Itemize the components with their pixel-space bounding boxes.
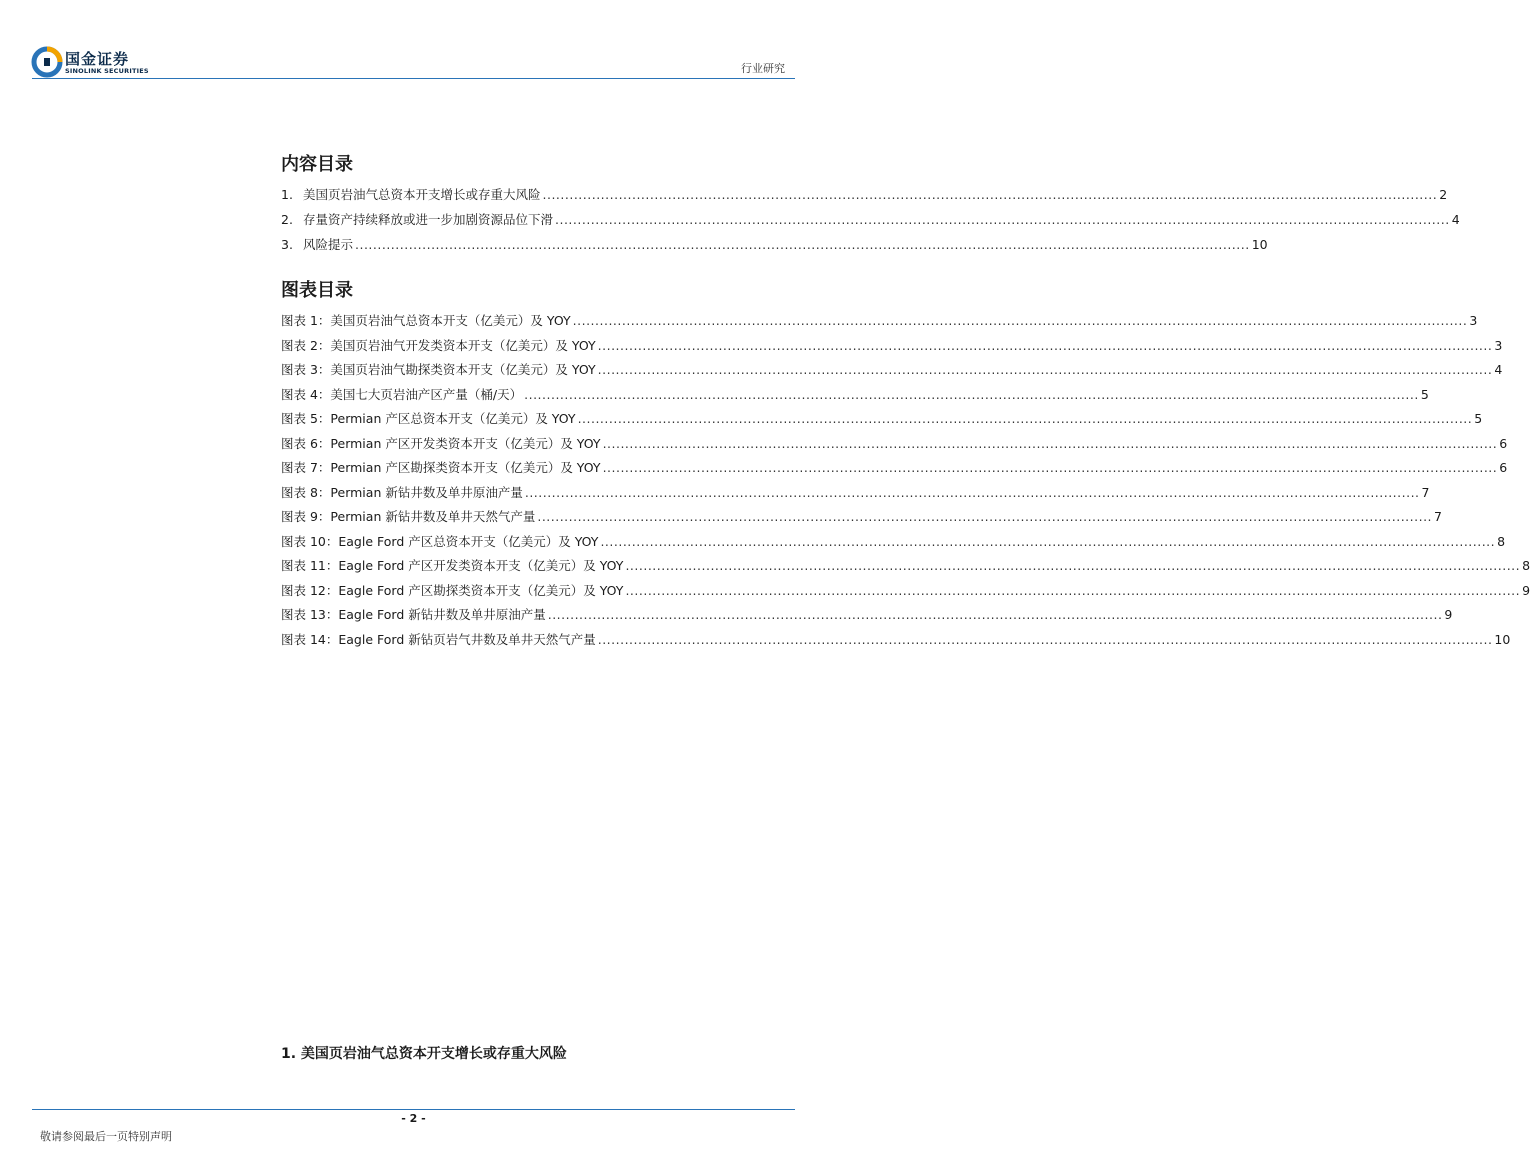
toc-leader-dots: ........................................................................................................................................................................................................ (597, 631, 1493, 647)
toc-entry[interactable] (281, 336, 1503, 354)
toc-entry-label (281, 210, 553, 228)
toc-entry[interactable] (281, 311, 1478, 329)
toc-entry[interactable] (281, 385, 1429, 403)
toc-entry-text: 图表 5：Permian 产区总资本开支（亿美元）及 YOY (281, 411, 576, 426)
section-heading-1: 1. 美国页岩油气总资本开支增长或存重大风险 (281, 1046, 567, 1062)
toc-entry-text: 图表 1：美国页岩油气总资本开支（亿美元）及 YOY (281, 313, 571, 328)
toc-entry-label (281, 458, 601, 476)
toc-entry-page: 6 (1499, 435, 1508, 451)
header-rule (32, 78, 795, 79)
toc-leader-dots: ........................................................................................................................................................................................................ (600, 533, 1496, 549)
toc-entry-label (281, 385, 522, 403)
toc-leader-dots: ........................................................................................................................................................................................................ (602, 435, 1498, 451)
toc-entry[interactable] (281, 409, 1483, 427)
toc-entry[interactable] (281, 360, 1503, 378)
footer-rule (32, 1109, 795, 1110)
toc-entry-label (281, 630, 596, 648)
toc-entry-label (281, 556, 623, 574)
toc-entry-text: 图表 14：Eagle Ford 新钻页岩气井数及单井天然气产量 (281, 631, 596, 647)
toc-leader-dots: ........................................................................................................................................................................................................ (602, 460, 1498, 475)
toc-entry-page: 4 (1494, 362, 1503, 377)
toc-entry-text: 图表 12：Eagle Ford 产区勘探类资本开支（亿美元）及 YOY (281, 582, 624, 598)
toc-entry-page: 3 (1494, 337, 1503, 353)
toc-entry-label (281, 507, 535, 525)
page-number: - 2 - (401, 1112, 426, 1125)
disclaimer-note: 敬请参阅最后一页特别声明 (40, 1130, 172, 1143)
toc-leader-dots: ........................................................................................................................................................................................................ (524, 484, 1420, 500)
toc-entry-label (281, 409, 576, 427)
brand-name-en: SINOLINK SECURITIES (65, 67, 149, 75)
toc-entry-page: 5 (1420, 386, 1429, 402)
toc-leader-dots: ........................................................................................................................................................................................................ (355, 237, 1250, 252)
toc-leader-dots: ........................................................................................................................................................................................................ (597, 337, 1493, 353)
toc-entry-page: 3 (1469, 313, 1478, 328)
contents-title: 内容目录 (281, 154, 353, 175)
toc-leader-dots: ........................................................................................................................................................................................................ (542, 187, 1438, 202)
toc-entry[interactable] (281, 581, 1530, 599)
toc-leader-dots: ........................................................................................................................................................................................................ (555, 212, 1450, 227)
toc-leader-dots: ........................................................................................................................................................................................................ (577, 411, 1473, 426)
toc-entry-label (281, 360, 596, 378)
toc-entry-label (281, 434, 601, 452)
toc-entry-page: 8 (1522, 558, 1530, 573)
report-category: 行业研究 (741, 62, 785, 75)
toc-entry-page: 6 (1499, 460, 1508, 475)
toc-entry-text: 图表 13：Eagle Ford 新钻井数及单井原油产量 (281, 607, 546, 622)
toc-entry-text: 风险提示 (303, 237, 354, 252)
toc-entry-page: 9 (1522, 582, 1530, 598)
toc-leader-dots: ........................................................................................................................................................................................................ (524, 386, 1419, 402)
toc-entry-label (281, 581, 623, 599)
toc-entry-page: 4 (1451, 212, 1460, 227)
toc-leader-dots: ........................................................................................................................................................................................................ (625, 582, 1521, 598)
figures-title: 图表目录 (281, 280, 353, 301)
toc-entry[interactable] (281, 556, 1530, 574)
toc-entry-page: 8 (1497, 533, 1506, 549)
toc-entry[interactable] (281, 507, 1442, 525)
toc-entry-label (281, 336, 596, 354)
toc-entry-text: 美国页岩油气总资本开支增长或存重大风险 (303, 187, 541, 202)
toc-entry-text: 图表 11：Eagle Ford 产区开发类资本开支（亿美元）及 YOY (281, 558, 624, 573)
toc-entry-text: 图表 4：美国七大页岩油产区产量（桶/天） (281, 386, 523, 402)
toc-entry-page: 2 (1439, 187, 1448, 202)
toc-entry-label (281, 532, 598, 550)
toc-entry[interactable] (281, 458, 1508, 476)
toc-entry-page: 10 (1251, 237, 1268, 252)
toc-entry[interactable] (281, 434, 1508, 452)
toc-entry-page: 5 (1474, 411, 1483, 426)
toc-entry-text: 图表 3：美国页岩油气勘探类资本开支（亿美元）及 YOY (281, 362, 596, 377)
toc-entry[interactable] (281, 235, 1268, 253)
toc-entry[interactable] (281, 185, 1448, 203)
sinolink-logo (32, 47, 162, 79)
toc-entry-label (281, 235, 353, 253)
toc-entry-text: 图表 10：Eagle Ford 产区总资本开支（亿美元）及 YOY (281, 533, 599, 549)
toc-entry[interactable] (281, 605, 1453, 623)
toc-entry-text: 图表 2：美国页岩油气开发类资本开支（亿美元）及 YOY (281, 337, 596, 353)
brand-name-cn: 国金证券 (65, 50, 130, 68)
toc-entry-text: 图表 8：Permian 新钻井数及单井原油产量 (281, 484, 523, 500)
toc-entry-page: 9 (1444, 607, 1453, 622)
toc-entry-number: 2. (281, 212, 293, 227)
toc-entry-text: 图表 7：Permian 产区勘探类资本开支（亿美元）及 YOY (281, 460, 601, 475)
toc-entry-label (281, 605, 546, 623)
toc-entry-text: 存量资产持续释放或进一步加剧资源品位下滑 (303, 212, 554, 227)
toc-entry-label (281, 185, 541, 203)
toc-entry-page: 7 (1434, 509, 1442, 524)
toc-entry-label (281, 311, 571, 329)
toc-entry[interactable] (281, 630, 1511, 648)
toc-leader-dots: ........................................................................................................................................................................................................ (547, 607, 1443, 622)
toc-entry-text: 图表 6：Permian 产区开发类资本开支（亿美元）及 YOY (281, 435, 601, 451)
toc-entry[interactable] (281, 210, 1460, 228)
toc-entry-number: 1. (281, 187, 293, 202)
toc-entry-text: 图表 9：Permian 新钻井数及单井天然气产量 (281, 509, 536, 524)
sinolink-logo-icon (32, 47, 62, 77)
toc-leader-dots: ........................................................................................................................................................................................................ (597, 362, 1493, 377)
toc-entry-number: 3. (281, 237, 293, 252)
toc-entry-label (281, 483, 523, 501)
toc-entry[interactable] (281, 483, 1430, 501)
toc-entry[interactable] (281, 532, 1506, 550)
toc-entry-page: 7 (1421, 484, 1430, 500)
toc-entry-page: 10 (1494, 631, 1511, 647)
toc-leader-dots: ........................................................................................................................................................................................................ (625, 558, 1521, 573)
toc-leader-dots: ........................................................................................................................................................................................................ (572, 313, 1468, 328)
toc-leader-dots: ........................................................................................................................................................................................................ (537, 509, 1433, 524)
